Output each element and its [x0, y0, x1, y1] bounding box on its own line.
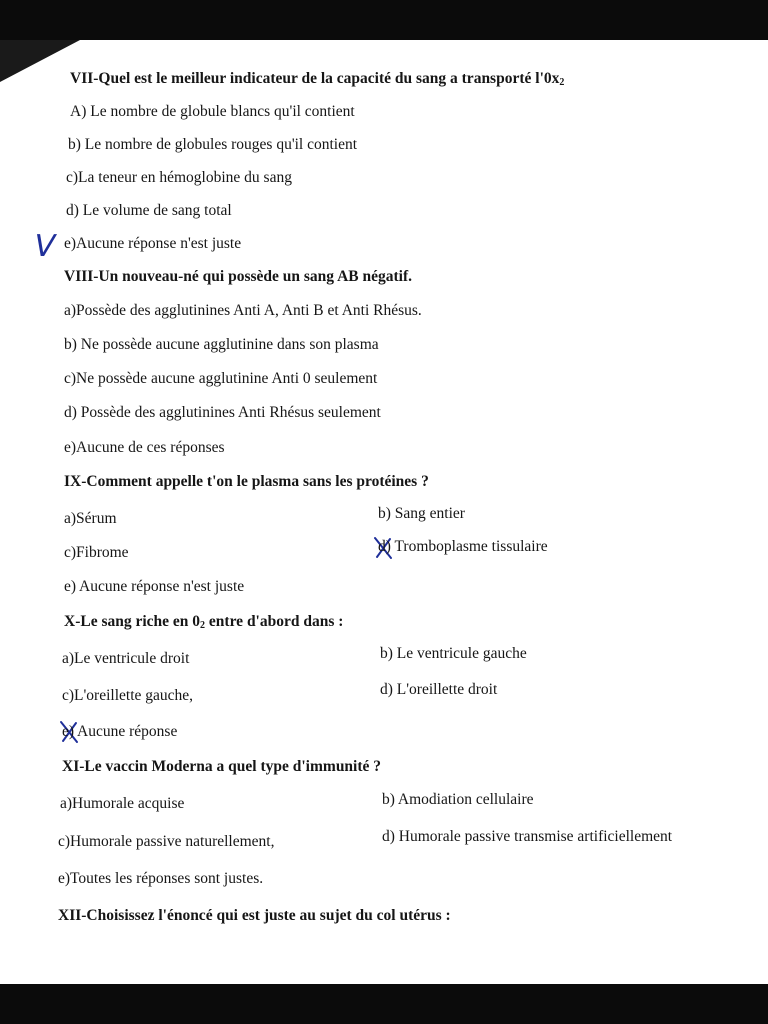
question-11-option-b: b) Amodiation cellulaire: [382, 791, 534, 808]
question-10-title-text: X-Le sang riche en 0: [64, 613, 201, 630]
question-11-option-d: d) Humorale passive transmise artificiellement: [382, 828, 673, 845]
question-9-option-d: d) Tromboplasme tissulaire: [378, 538, 548, 555]
exam-sheet: [0, 40, 768, 984]
check-mark-icon: V: [30, 229, 59, 264]
question-10-option-d: d) L'oreillette droit: [380, 681, 498, 698]
question-11-option-a: a)Humorale acquise: [60, 795, 185, 812]
question-11-title: XI-Le vaccin Moderna a quel type d'immunité ?: [62, 758, 382, 775]
page-corner-shadow: [0, 40, 80, 82]
question-7-option-a: A) Le nombre de globule blancs qu'il contient: [70, 103, 355, 120]
question-9-option-b: b) Sang entier: [378, 505, 465, 522]
question-7-title: [70, 69, 564, 93]
question-10-option-a: a)Le ventricule droit: [62, 650, 190, 667]
question-10-option-e: e) Aucune réponse: [62, 723, 178, 740]
question-10-title: [64, 612, 343, 636]
question-12-title: XII-Choisissez l'énoncé qui est juste au sujet du col utérus :: [58, 907, 451, 924]
question-7-option-c: c)La teneur en hémoglobine du sang: [66, 169, 292, 186]
question-10-option-c: c)L'oreillette gauche,: [62, 687, 194, 704]
question-9-title: IX-Comment appelle t'on le plasma sans les protéines ?: [64, 473, 429, 490]
question-8-option-e: e)Aucune de ces réponses: [64, 439, 225, 456]
question-7-title-subscript: 2: [559, 77, 565, 88]
question-8-option-b: b) Ne possède aucune agglutinine dans son plasma: [64, 336, 379, 353]
question-8-title: VIII-Un nouveau-né qui possède un sang AB négatif.: [64, 268, 412, 285]
question-9-option-a: a)Sérum: [64, 510, 117, 527]
question-7-option-b: b) Le nombre de globules rouges qu'il contient: [68, 136, 358, 153]
question-10-title-subscript: 2: [200, 620, 206, 631]
question-7-title-text: VII-Quel est le meilleur indicateur de la capacité du sang a transporté l'0x: [70, 70, 560, 87]
question-11-option-c: c)Humorale passive naturellement,: [58, 833, 275, 850]
question-10-option-b: b) Le ventricule gauche: [380, 645, 527, 662]
question-8-option-a: a)Possède des agglutinines Anti A, Anti B et Anti Rhésus.: [64, 302, 422, 319]
question-9-option-c: c)Fibrome: [64, 544, 129, 561]
question-7-option-d: d) Le volume de sang total: [66, 202, 232, 219]
question-9-option-e: e) Aucune réponse n'est juste: [64, 578, 245, 595]
question-8-option-c: c)Ne possède aucune agglutinine Anti 0 seulement: [64, 370, 378, 387]
question-8-option-d: d) Possède des agglutinines Anti Rhésus seulement: [64, 404, 381, 421]
question-7-option-e: e)Aucune réponse n'est juste: [64, 235, 242, 252]
question-11-option-e: e)Toutes les réponses sont justes.: [58, 870, 264, 887]
question-10-title-tail: entre d'abord dans :: [205, 613, 344, 630]
